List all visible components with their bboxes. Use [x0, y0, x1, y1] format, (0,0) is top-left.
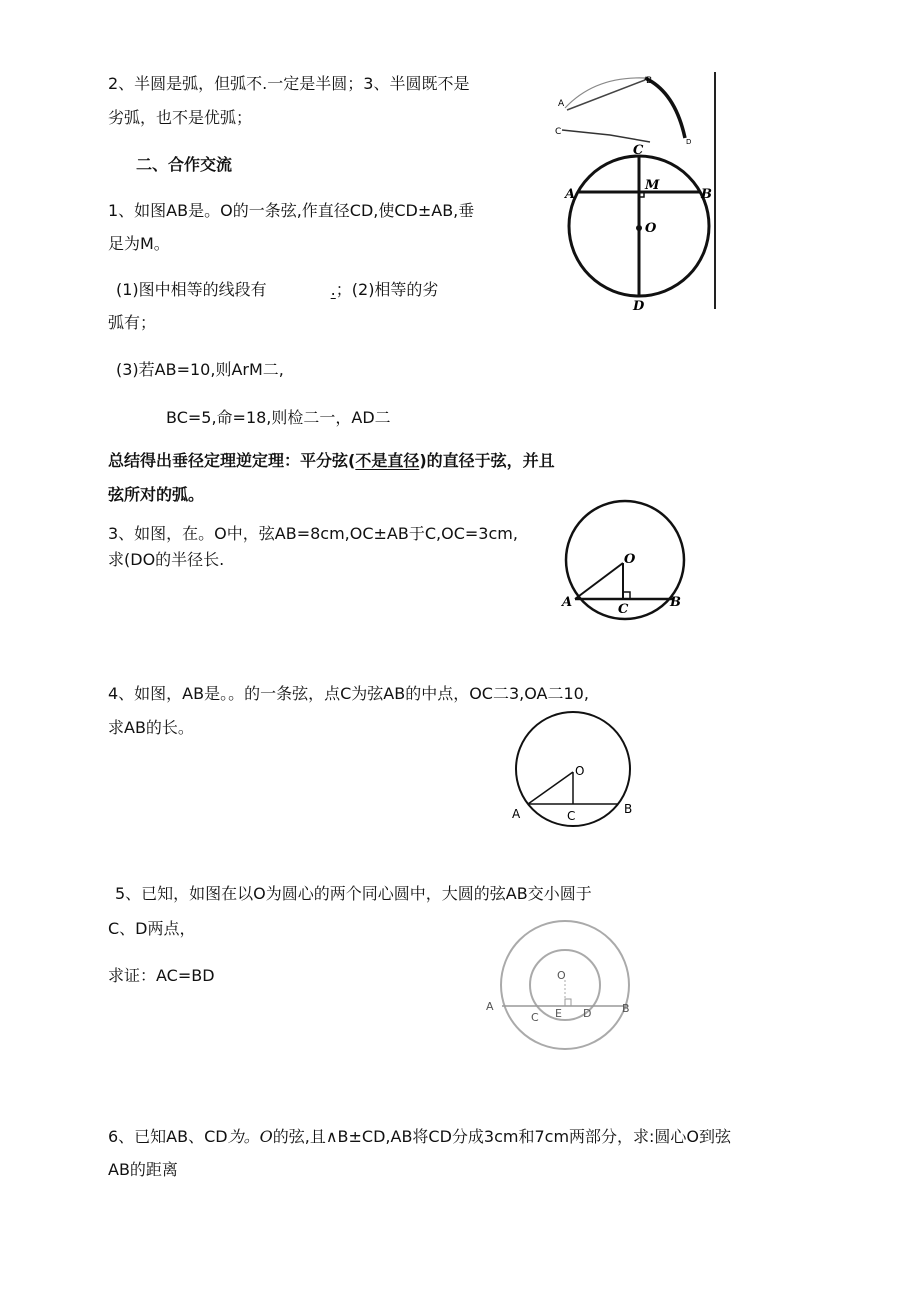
q3-label-b: B — [670, 595, 681, 610]
q5-right-angle-mark — [565, 999, 571, 1006]
q1-label-o: O — [645, 221, 657, 236]
q1-label-m: M — [645, 178, 660, 193]
q1-label-a: A — [565, 187, 576, 202]
q1-center-point — [636, 225, 642, 231]
arc-figure-thin-arc — [565, 78, 645, 108]
arc-figure — [550, 70, 710, 150]
arc-figure-label-a: A — [558, 99, 565, 109]
summary-part-b: 径定理逆定理：平分弦( — [188, 451, 356, 470]
q3-label-c: C — [618, 602, 629, 617]
q4-text-line1: 4、如图，AB是。。的一条弦，点C为弦AB的中点，OC二3,OA二10, — [108, 684, 589, 703]
q6-text-line2: AB的距离 — [108, 1160, 178, 1179]
arc-figure-chord-ab — [567, 80, 645, 110]
q5-text-line1: 5、已知，如图在以O为圆心的两个同心圆中，大圆的弦AB交小圆于 — [115, 884, 592, 903]
q4-radius-oa — [528, 772, 573, 804]
q1-label-b: B — [701, 187, 712, 202]
q3-text-line1: 3、如图，在。O中，弦AB=8cm,OC±AB于C,OC=3cm, — [108, 524, 518, 543]
arc-figure-label-d: D — [686, 138, 692, 146]
q1-sub1-text — [116, 280, 438, 300]
q1-sub3-continuation: BC=5,命=18,则检二一，AD二 — [166, 408, 391, 427]
q3-text-line2: 求(DO的半径长. — [108, 550, 225, 569]
q1-right-angle-mark — [639, 192, 644, 197]
summary-part-a: 总结得出垂 — [108, 451, 189, 470]
section-heading-cooperation: 二、合作交流 — [136, 155, 233, 174]
q1-label-c: C — [633, 143, 644, 158]
arc-figure-thick-arc — [645, 78, 685, 138]
q5-label-a: A — [486, 1000, 494, 1013]
summary-underlined: 不是直径 — [355, 451, 420, 470]
q1-text-line1: 1、如图AB是。O的一条弦,作直径CD,使CD±AB,垂 — [108, 201, 475, 220]
q6-part-italic: 为。O — [227, 1127, 273, 1146]
q3-label-a: A — [562, 595, 573, 610]
q4-text-line2: 求AB的长。 — [108, 718, 194, 737]
q4-circle-figure — [508, 712, 643, 837]
q1-sub1-continuation: 弧有； — [108, 313, 157, 332]
q4-label-a: A — [512, 807, 521, 821]
q5-text-line2: C、D两点， — [108, 919, 196, 938]
q6-part-a: 6、已知AB、CD — [108, 1127, 228, 1146]
summary-text-line1 — [108, 451, 555, 471]
q4-label-o: O — [575, 764, 585, 778]
q1-text-line2: 足为M。 — [108, 234, 170, 253]
q4-label-b: B — [624, 802, 633, 816]
arc-figure-label-b: B — [646, 76, 653, 86]
q5-label-c: C — [531, 1011, 539, 1024]
q5-text-line3: 求证：AC=BD — [108, 966, 215, 985]
q3-label-o: O — [624, 552, 636, 567]
arc-figure-label-c: C — [555, 127, 562, 137]
q5-concentric-figure — [482, 918, 642, 1053]
q1-label-d: D — [633, 299, 645, 314]
q1-sub1-part-b: ；(2)相等的劣 — [335, 280, 439, 299]
q5-label-o: O — [557, 969, 566, 982]
q1-sub1-blank: . — [330, 280, 336, 299]
q5-label-e: E — [555, 1007, 562, 1020]
summary-text-line2: 弦所对的弧。 — [108, 485, 205, 504]
q5-label-d: D — [583, 1007, 592, 1020]
semicircle-text-line1: 2、半圆是弧，但弧不.一定是半圆；3、半圆既不是 — [108, 74, 470, 93]
q1-sub3-text: (3)若AB=10,则ArM二, — [116, 360, 284, 379]
summary-part-c: )的直径于弦，并且 — [419, 451, 555, 470]
q6-text-line1 — [108, 1127, 731, 1147]
q4-label-c: C — [567, 809, 576, 823]
q3-radius-oa — [575, 563, 623, 599]
q3-circle-figure — [560, 505, 695, 620]
q1-sub1-part-a: (1)图中相等的线段有 — [116, 280, 267, 299]
semicircle-text-line2: 劣弧，也不是优弧； — [108, 108, 253, 127]
q6-part-b: 的弦,且∧B±CD,AB将CD分成3cm和7cm两部分，求:圆心O到弦 — [272, 1127, 732, 1146]
q1-circle-figure — [565, 140, 715, 315]
q5-label-b: B — [622, 1002, 630, 1015]
